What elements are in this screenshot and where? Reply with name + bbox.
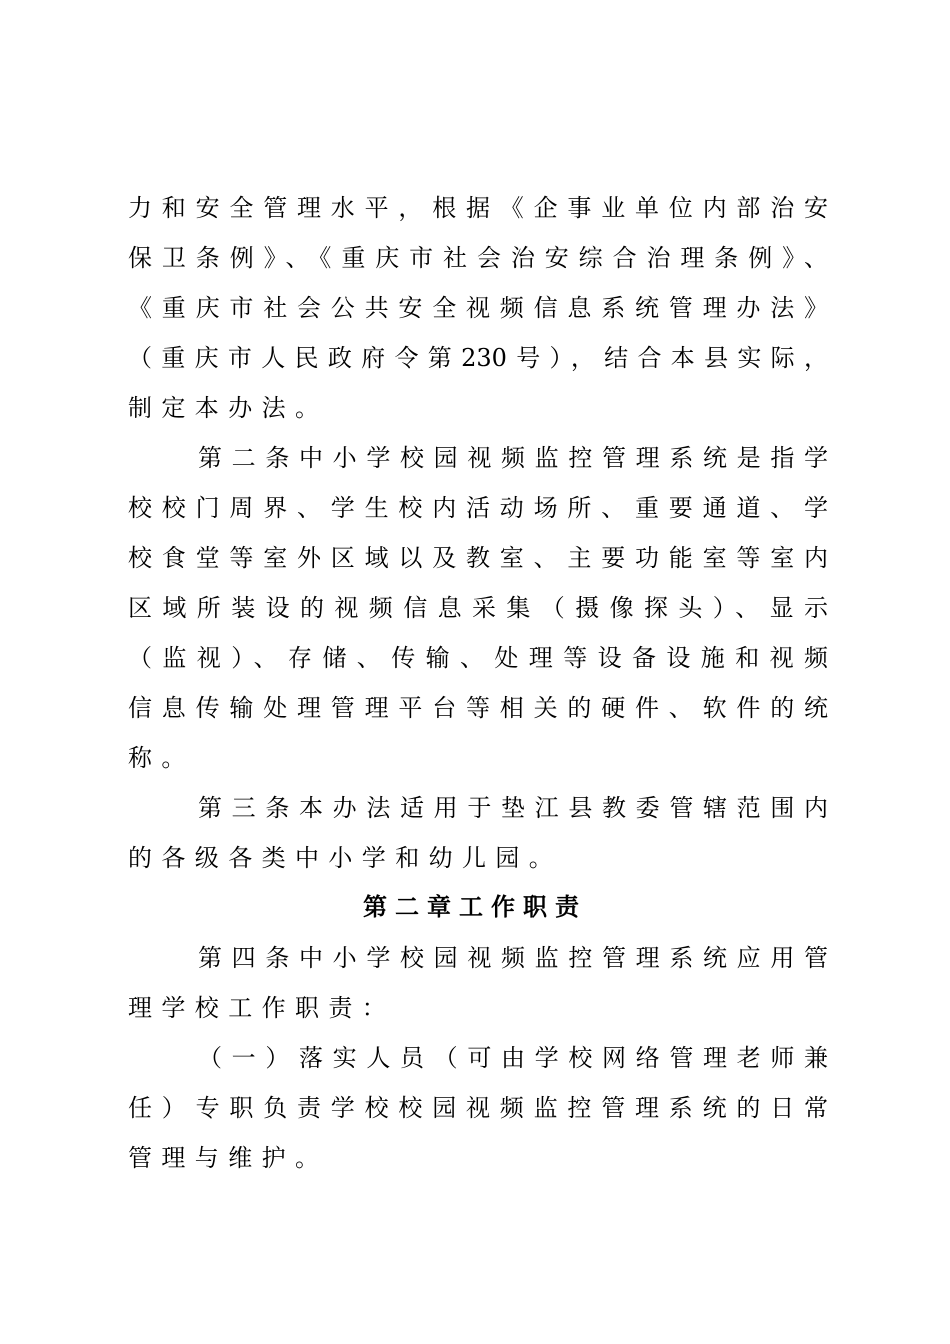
text-line: 保卫条例》、《重庆市社会治安综合治理条例》、	[128, 244, 828, 272]
text-line: 管理与维护。	[128, 1144, 329, 1172]
text-line: 制定本办法。	[128, 394, 329, 422]
article-4-first-line: 第四条中小学校园视频监控管理系统应用管	[198, 944, 828, 972]
text-line: 理学校工作职责：	[128, 994, 396, 1022]
item-1-first-line: （一）落实人员（可由学校网络管理老师兼	[198, 1044, 828, 1072]
text-line: 的各级各类中小学和幼儿园。	[128, 844, 563, 872]
text-line: 区域所装设的视频信息采集（摄像探头）、显示	[128, 594, 828, 622]
article-2-first-line: 第二条中小学校园视频监控管理系统是指学	[198, 444, 828, 472]
chapter-heading: 第二章工作职责	[363, 893, 587, 921]
text-line: （重庆市人民政府令第230号），结合本县实际，	[128, 344, 828, 372]
text-line: 力和安全管理水平，根据《企事业单位内部治安	[128, 194, 828, 222]
text-line: （监视）、存储、传输、处理等设备设施和视频	[128, 644, 828, 672]
text-line: 任）专职负责学校校园视频监控管理系统的日常	[128, 1094, 828, 1122]
text-line: 称。	[128, 744, 195, 772]
text-line: 信息传输处理管理平台等相关的硬件、软件的统	[128, 694, 828, 722]
text-line: 《重庆市社会公共安全视频信息系统管理办法》	[128, 294, 828, 322]
article-3-first-line: 第三条本办法适用于垫江县教委管辖范围内	[198, 794, 828, 822]
text-line: 校校门周界、学生校内活动场所、重要通道、学	[128, 494, 828, 522]
text-line: 校食堂等室外区域以及教室、主要功能室等室内	[128, 544, 828, 572]
